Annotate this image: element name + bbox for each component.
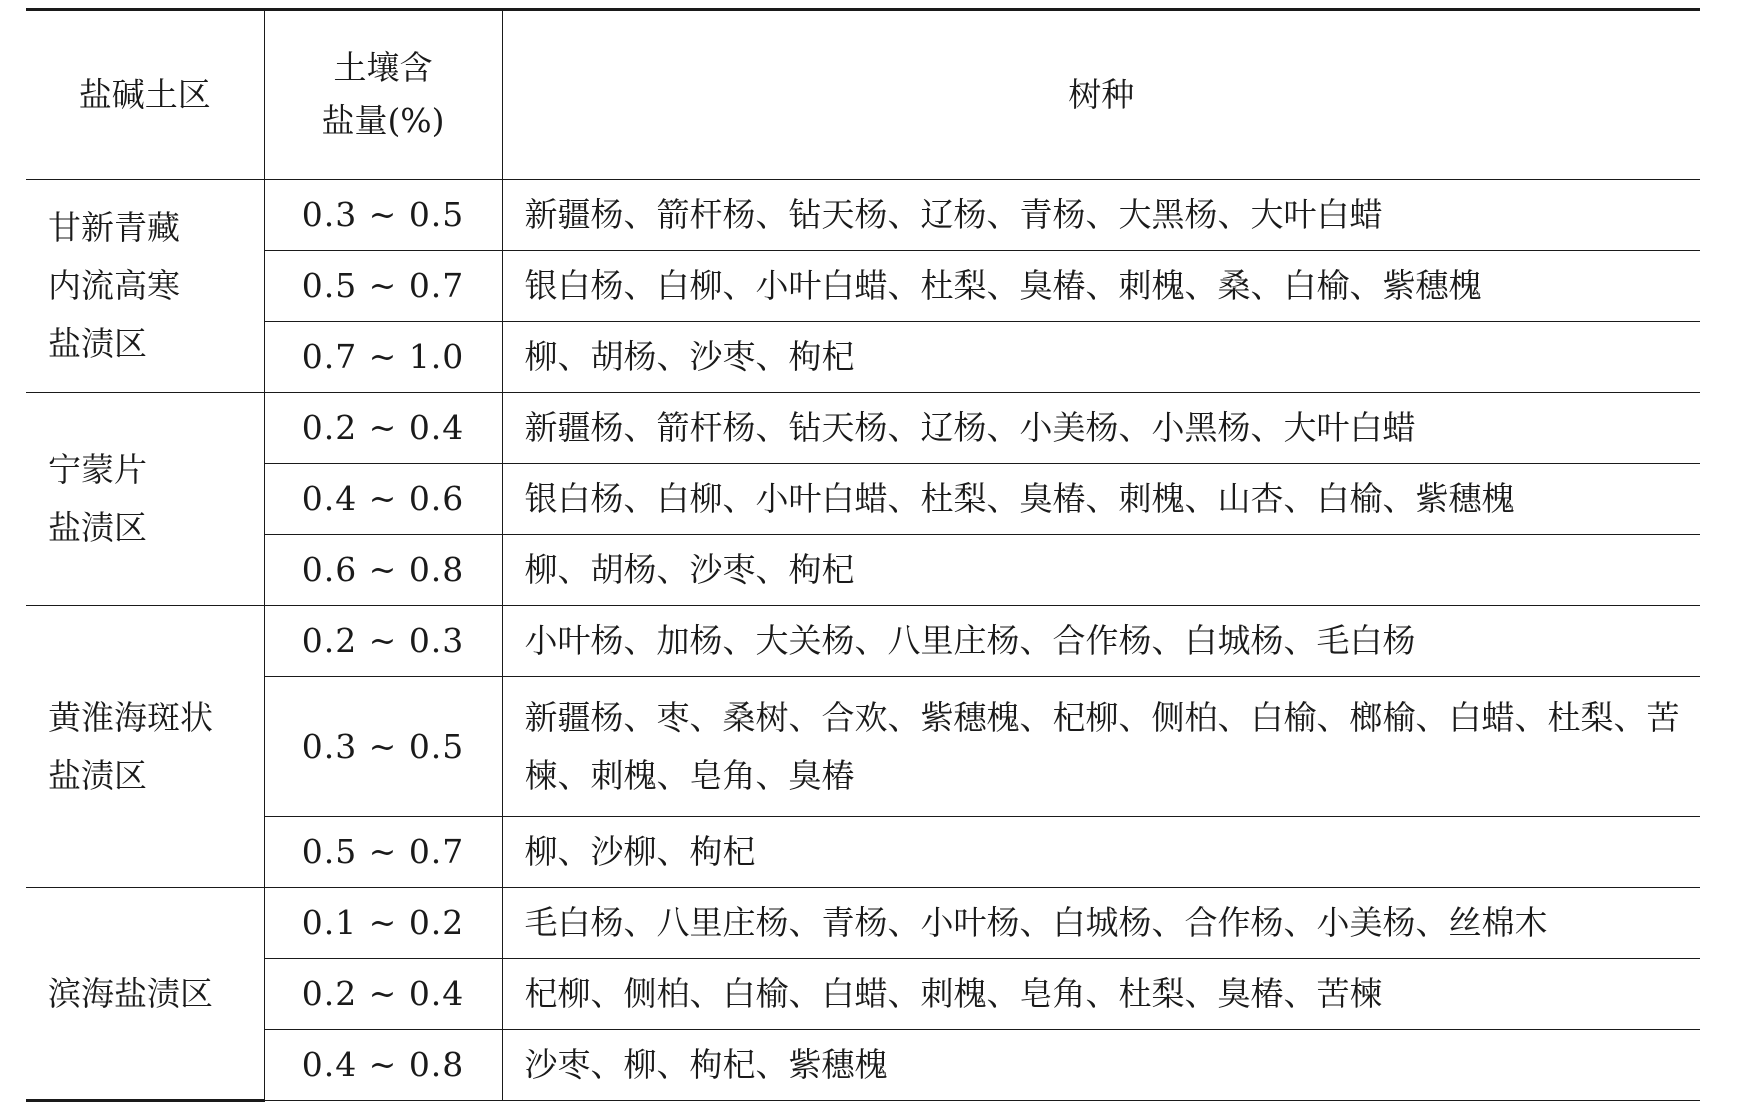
region-line: 甘新青藏: [48, 208, 180, 248]
region-line: 内流高寒: [48, 266, 180, 306]
table-row: [26, 606, 1700, 677]
salt-range-cell: 0.1 ~ 0.2: [264, 888, 502, 959]
table-row: [26, 535, 1700, 606]
header-tree-species: 树种: [502, 10, 1700, 180]
region-line: 滨海盐渍区: [48, 973, 213, 1013]
region-cell: [26, 393, 264, 606]
salt-range-cell: 0.2 ~ 0.4: [264, 393, 502, 464]
table-header: [26, 10, 1700, 180]
tree-species-cell: 新疆杨、枣、桑树、合欢、紫穗槐、杞柳、侧柏、白榆、榔榆、白蜡、杜梨、苦楝、刺槐、皂角、臭椿: [502, 677, 1700, 817]
region-line: 黄淮海斑状: [48, 697, 213, 737]
table-row: [26, 251, 1700, 322]
tree-species-cell: 柳、胡杨、沙枣、枸杞: [502, 322, 1700, 393]
tree-species-cell: 杞柳、侧柏、白榆、白蜡、刺槐、皂角、杜梨、臭椿、苦楝: [502, 959, 1700, 1030]
table-row: [26, 888, 1700, 959]
region-cell: [26, 180, 264, 393]
salt-range-cell: 0.3 ~ 0.5: [264, 677, 502, 817]
tree-species-cell: 小叶杨、加杨、大关杨、八里庄杨、合作杨、白城杨、毛白杨: [502, 606, 1700, 677]
salt-range-cell: 0.4 ~ 0.6: [264, 464, 502, 535]
table-row: [26, 959, 1700, 1030]
species-table-container: [26, 8, 1700, 1102]
tree-species-cell: 银白杨、白柳、小叶白蜡、杜梨、臭椿、刺槐、山杏、白榆、紫穗槐: [502, 464, 1700, 535]
salt-range-cell: 0.5 ~ 0.7: [264, 251, 502, 322]
salt-range-cell: 0.6 ~ 0.8: [264, 535, 502, 606]
table-row: [26, 677, 1700, 817]
tree-species-cell: 柳、沙柳、枸杞: [502, 817, 1700, 888]
tree-species-cell: 新疆杨、箭杆杨、钻天杨、辽杨、青杨、大黑杨、大叶白蜡: [502, 180, 1700, 251]
table-row: [26, 393, 1700, 464]
salt-range-cell: 0.7 ~ 1.0: [264, 322, 502, 393]
region-cell: [26, 606, 264, 888]
tree-species-cell: 新疆杨、箭杆杨、钻天杨、辽杨、小美杨、小黑杨、大叶白蜡: [502, 393, 1700, 464]
table-row: [26, 322, 1700, 393]
region-line: 盐渍区: [48, 508, 147, 547]
header-salt-content: [264, 10, 502, 180]
tree-species-cell: 毛白杨、八里庄杨、青杨、小叶杨、白城杨、合作杨、小美杨、丝棉木: [502, 888, 1700, 959]
salt-range-cell: 0.5 ~ 0.7: [264, 817, 502, 888]
table-row: [26, 817, 1700, 888]
salt-range-cell: 0.4 ~ 0.8: [264, 1030, 502, 1101]
salt-range-cell: 0.2 ~ 0.4: [264, 959, 502, 1030]
salt-tolerant-species-table: [26, 8, 1700, 1102]
tree-species-cell: 银白杨、白柳、小叶白蜡、杜梨、臭椿、刺槐、桑、白榆、紫穗槐: [502, 251, 1700, 322]
region-line: 盐渍区: [48, 755, 147, 795]
table-row: [26, 180, 1700, 251]
table-row: [26, 464, 1700, 535]
region-line: 宁蒙片: [48, 450, 147, 490]
region-line: 盐渍区: [48, 323, 147, 363]
header-salt-line1: 土壤含: [333, 48, 433, 88]
salt-range-cell: 0.3 ~ 0.5: [264, 180, 502, 251]
header-row: [26, 10, 1700, 180]
header-region: 盐碱土区: [26, 10, 264, 180]
header-salt-line2: 盐量(%): [321, 101, 445, 140]
region-cell: [26, 888, 264, 1101]
table-body: [26, 180, 1700, 1101]
salt-range-cell: 0.2 ~ 0.3: [264, 606, 502, 677]
table-row: [26, 1030, 1700, 1101]
tree-species-cell: 柳、胡杨、沙枣、枸杞: [502, 535, 1700, 606]
tree-species-cell: 沙枣、柳、枸杞、紫穗槐: [502, 1030, 1700, 1101]
